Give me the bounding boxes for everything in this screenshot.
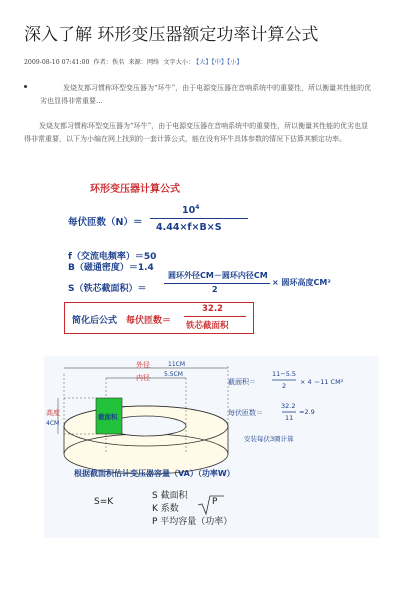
area-calc-lhs: 截面积＝: [228, 378, 256, 386]
formula-figure: [44, 174, 379, 340]
capacity-formula-root: P: [212, 497, 218, 507]
legend-s: S 截面积: [152, 491, 188, 501]
article-title: 深入了解 环形变压器额定功率计算公式: [24, 25, 319, 45]
area-label: S（铁芯截面积）＝: [68, 284, 147, 294]
area-fraction-line: [164, 283, 270, 284]
inner-diameter-value: 5.5CM: [164, 371, 183, 378]
simplified-numerator: 32.2: [202, 304, 223, 314]
area-numerator: 圆环外径CM－圆环内径CM: [168, 271, 268, 280]
turns-calc-lhs: 每伏匝数＝: [228, 409, 263, 417]
figure-title: 环形变压器计算公式: [90, 184, 180, 195]
turns-fraction-line: [150, 218, 248, 219]
area-calc-rhs: × 4 ＝11 CM²: [300, 378, 344, 386]
height-value: 4CM: [46, 420, 60, 427]
font-mid-link[interactable]: 【中】: [211, 59, 228, 66]
simplified-denominator: 铁芯截面积: [186, 321, 229, 331]
font-small-link[interactable]: 【小】: [227, 59, 243, 66]
font-size-label: 文字大小：: [163, 59, 195, 66]
body-paragraph: 发烧友都习惯称环型变压器为“环牛”，由于电源变压器在音响系统中的重要性，所以衡量其性能的优劣也显得非常重要，以下为小编在网上找到的一套计算公式，能在没有环牛具体参数的情况下估算其额定功率。: [24, 122, 369, 143]
simplified-lhs: 每伏匝数＝: [126, 316, 172, 326]
height-label: 高度: [46, 409, 60, 417]
turns-calc-rhs: ≈2.9: [299, 408, 315, 416]
outer-diameter-label: 外径: [136, 361, 150, 369]
font-big-link[interactable]: 【大】: [196, 59, 212, 66]
area-calc-denominator: 2: [282, 382, 287, 390]
turns-calc-denominator: 11: [285, 414, 294, 422]
simplified-fraction-line: [184, 316, 246, 317]
outer-diameter-value: 11CM: [168, 361, 186, 368]
bullet-dot: [24, 85, 27, 88]
turns-denominator: 4.44×f×B×S: [156, 222, 222, 233]
freq-line: f（交流电频率）＝50: [68, 252, 157, 262]
publish-date: 2009-08-10 07:41:00: [24, 59, 90, 66]
summary-text: 发烧友都习惯称环型变压器为“环牛”，由于电源变压器在音响系统中的重要性，所以衡量其性能的优劣也显得非常重要...: [40, 84, 372, 105]
capacity-formula: S=K: [94, 497, 114, 507]
area-times: × 圆环高度CM²: [272, 278, 331, 287]
cross-section-label: 截面积: [98, 413, 118, 421]
legend-k: K 系数: [152, 504, 179, 514]
example-figure: [44, 356, 379, 538]
turns-calc-numerator: 32.2: [281, 402, 296, 410]
turns-caption: 安装每伏3圈计算: [244, 435, 294, 443]
capacity-subtitle: 根据截面积估计变压器容量（VA）（功率W）: [74, 469, 235, 478]
article-meta: [24, 57, 243, 66]
area-denominator: 2: [212, 285, 218, 294]
turns-label: 每伏匝数（N）＝: [68, 217, 143, 228]
author: 作者：佚名: [93, 59, 125, 66]
summary: [24, 82, 374, 108]
inner-diameter-label: 内径: [136, 374, 150, 382]
area-calc-numerator: 11−5.5: [272, 370, 297, 378]
source: 来源：网络: [128, 59, 160, 66]
legend-p: P 平均容量（功率）: [152, 517, 233, 527]
turns-numerator: $10^4$: [182, 204, 200, 217]
flux-line: B（磁通密度）＝1.4: [68, 263, 154, 273]
simplified-label: 简化后公式: [72, 316, 118, 326]
